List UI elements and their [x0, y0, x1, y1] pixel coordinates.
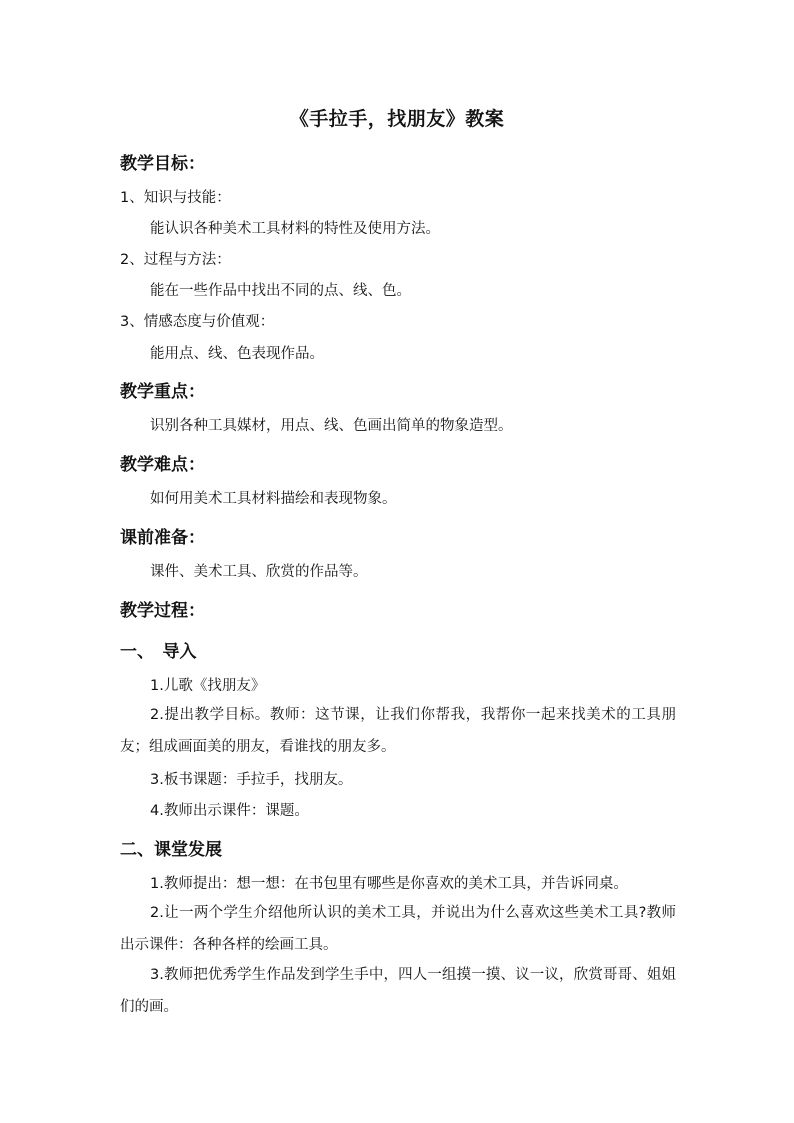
objective-1-label: 1、知识与技能：	[120, 190, 231, 206]
objective-1-text: 能认识各种美术工具材料的特性及使用方法。	[150, 221, 440, 237]
section-2-heading: 二、课堂发展	[120, 840, 222, 860]
section-1-heading: 一、 导入	[120, 642, 197, 662]
objective-2-label: 2、过程与方法：	[120, 252, 231, 268]
difficulties-heading: 教学难点：	[120, 455, 205, 475]
objective-2-text: 能在一些作品中找出不同的点、线、色。	[150, 283, 411, 299]
difficulties-text: 如何用美术工具材料描绘和表现物象。	[150, 491, 397, 507]
section-1-step-2: 2.提出教学目标。教师：这节课，让我们你帮我，我帮你一起来找美术的工具朋友；组成画面美的朋友，看谁找的朋友多。	[120, 707, 676, 755]
section-1-step-4: 4.教师出示课件：课题。	[150, 803, 309, 819]
section-1-step-3: 3.板书课题：手拉手，找朋友。	[150, 772, 353, 788]
objectives-heading: 教学目标：	[120, 154, 205, 174]
section-2-step-3: 3.教师把优秀学生作品发到学生手中，四人一组摸一摸、议一议，欣赏哥哥、姐姐们的画。	[120, 967, 676, 1015]
key-points-heading: 教学重点：	[120, 382, 205, 402]
key-points-text: 识别各种工具媒材，用点、线、色画出简单的物象造型。	[150, 418, 513, 434]
section-1-step-1: 1.儿歌《找朋友》	[150, 678, 266, 694]
preparation-text: 课件、美术工具、欣赏的作品等。	[150, 564, 368, 580]
section-2-step-2: 2.让一两个学生介绍他所认识的美术工具，并说出为什么喜欢这些美术工具?教师出示课件：各种各样的绘画工具。	[120, 905, 676, 953]
objective-3-text: 能用点、线、色表现作品。	[150, 346, 324, 362]
objective-3-label: 3、情感态度与价值观：	[120, 314, 275, 330]
section-2-step-1: 1.教师提出：想一想：在书包里有哪些是你喜欢的美术工具，并告诉同桌。	[150, 876, 628, 892]
process-heading: 教学过程：	[120, 601, 205, 621]
document-title: 《手拉手，找朋友》教案	[289, 108, 505, 130]
preparation-heading: 课前准备：	[120, 528, 205, 548]
